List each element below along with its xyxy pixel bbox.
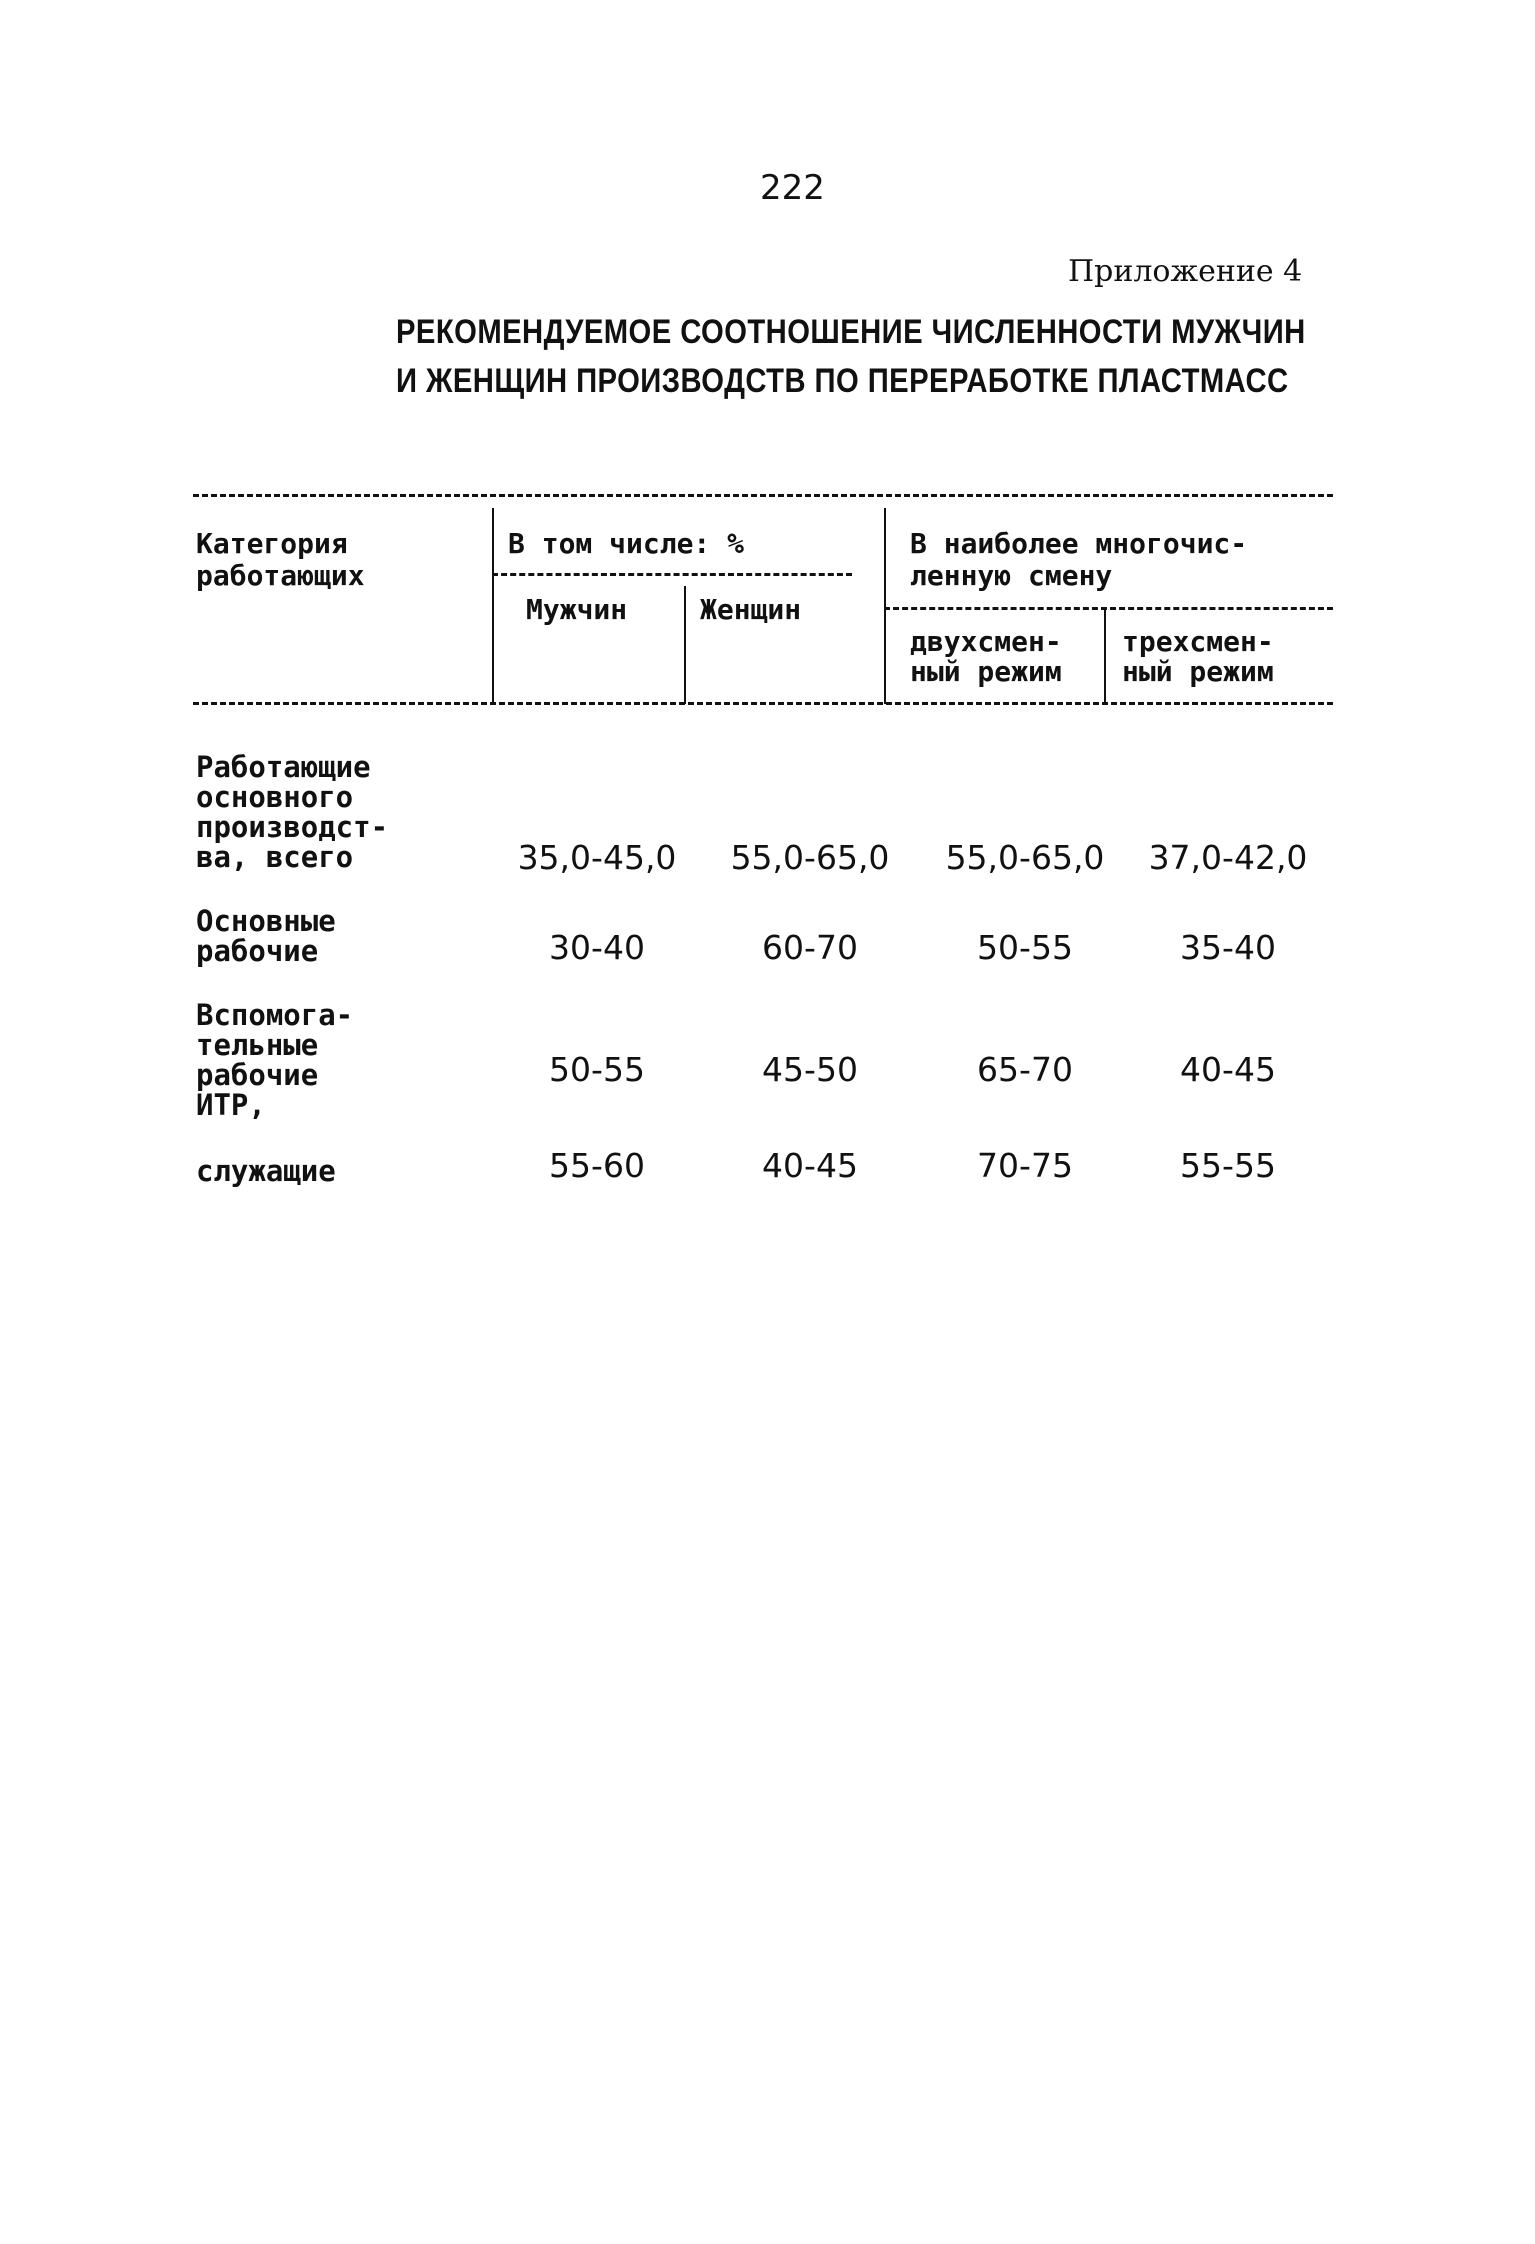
document-title-line-2: И ЖЕНЩИН ПРОИЗВОДСТВ ПО ПЕРЕРАБОТКЕ ПЛАСТМАСС <box>396 362 1289 400</box>
cell-women: 40-45 <box>762 1146 858 1185</box>
cell-men: 55-60 <box>549 1146 645 1185</box>
incl-pct-sub-rule <box>492 573 852 576</box>
cell-men: 30-40 <box>549 928 645 967</box>
header-busiest-shift-line-2: ленную смену <box>910 559 1113 592</box>
cell-women: 60-70 <box>762 928 858 967</box>
column-divider-2 <box>884 508 886 704</box>
cell-three-shift: 40-45 <box>1180 1050 1276 1089</box>
cell-three-shift: 35-40 <box>1180 928 1276 967</box>
header-including-percent: В том числе: % <box>508 527 745 560</box>
cell-two-shift: 55,0-65,0 <box>945 838 1105 877</box>
row-label-line-3: рабочие <box>196 1058 319 1092</box>
appendix-label: Приложение 4 <box>1068 254 1303 289</box>
row-label-line-4: ва, всего <box>196 840 354 874</box>
cell-three-shift: 55-55 <box>1180 1146 1276 1185</box>
table-top-rule <box>193 494 1333 497</box>
header-busiest-shift-line-1: В наиболее многочис- <box>910 527 1248 560</box>
shift-sub-rule <box>884 607 1333 610</box>
header-three-shift-line-2: ный режим <box>1122 655 1274 688</box>
cell-men: 35,0-45,0 <box>517 838 677 877</box>
cell-women: 45-50 <box>762 1050 858 1089</box>
cell-two-shift: 70-75 <box>977 1146 1073 1185</box>
row-label-line-2: служащие <box>196 1154 336 1188</box>
header-two-shift-line-2: ный режим <box>910 655 1062 688</box>
header-two-shift-line-1: двухсмен- <box>910 625 1062 658</box>
row-label-line-1: ИТР, <box>196 1088 266 1122</box>
header-men: Мужчин <box>526 593 628 626</box>
column-divider-1 <box>492 508 494 704</box>
row-label-line-3: производст- <box>196 810 389 844</box>
row-label-line-1: Работающие <box>196 750 371 784</box>
row-label-line-1: Основные <box>196 904 336 938</box>
row-label-line-1: Вспомога- <box>196 998 354 1032</box>
column-divider-shifts <box>1104 610 1106 704</box>
column-divider-men-women <box>684 586 686 704</box>
page-number: 222 <box>760 168 825 208</box>
header-category-line-1: Категория <box>196 527 348 560</box>
cell-women: 55,0-65,0 <box>730 838 890 877</box>
cell-men: 50-55 <box>549 1050 645 1089</box>
row-label-line-2: тельные <box>196 1028 319 1062</box>
header-category-line-2: работающих <box>196 559 365 592</box>
cell-two-shift: 65-70 <box>977 1050 1073 1089</box>
header-women: Женщин <box>700 593 802 626</box>
header-three-shift-line-1: трехсмен- <box>1122 625 1274 658</box>
document-title-line-1: РЕКОМЕНДУЕМОЕ СООТНОШЕНИЕ ЧИСЛЕННОСТИ МУЖЧИН <box>396 313 1306 351</box>
table-header-bottom-rule <box>193 702 1333 705</box>
cell-three-shift: 37,0-42,0 <box>1148 838 1308 877</box>
row-label-line-2: основного <box>196 780 354 814</box>
row-label-line-2: рабочие <box>196 934 319 968</box>
cell-two-shift: 50-55 <box>977 928 1073 967</box>
